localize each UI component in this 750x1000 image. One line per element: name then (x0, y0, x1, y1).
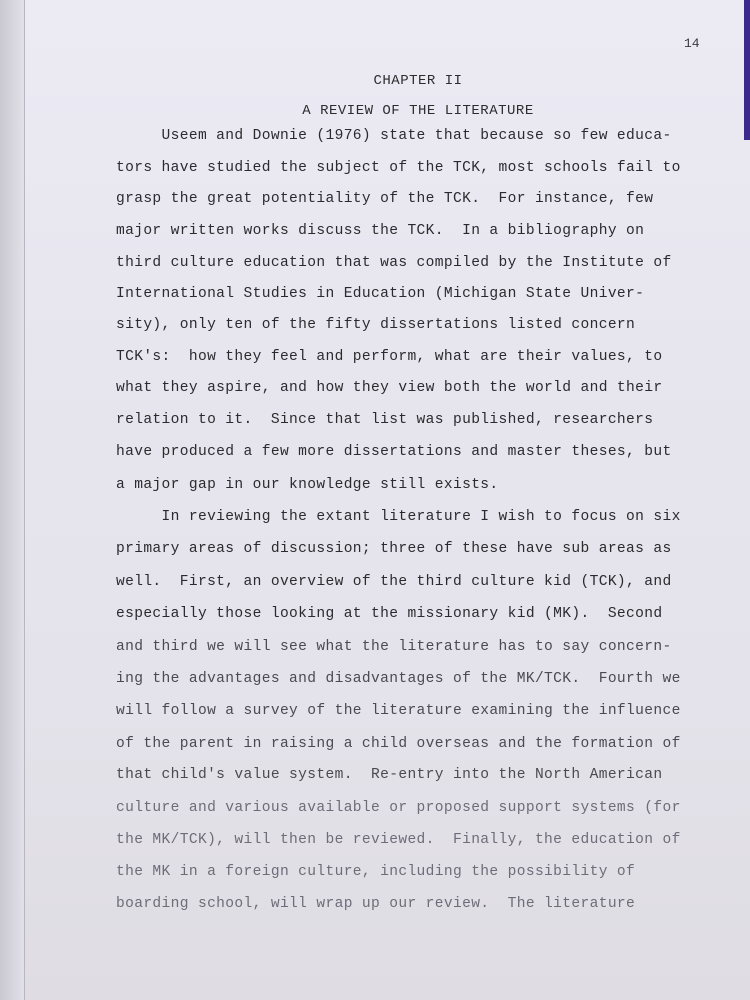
body-line: International Studies in Education (Michigan State Univer- (116, 286, 645, 302)
body-line: well. First, an overview of the third culture kid (TCK), and (116, 574, 672, 590)
body-line: tors have studied the subject of the TCK, most schools fail to (116, 160, 681, 176)
body-line: a major gap in our knowledge still exists. (116, 477, 499, 493)
body-line: culture and various available or proposed support systems (for (116, 800, 681, 816)
body-line: relation to it. Since that list was published, researchers (116, 412, 654, 428)
chapter-heading: CHAPTER II (373, 73, 463, 89)
body-line: that child's value system. Re-entry into the North American (116, 767, 663, 783)
body-line: In reviewing the extant literature I wish to focus on six (116, 509, 681, 525)
page-number: 14 (684, 36, 700, 51)
body-line: the MK in a foreign culture, including the possibility of (116, 864, 636, 880)
section-heading: A REVIEW OF THE LITERATURE (302, 103, 534, 119)
book-spine-shadow (0, 0, 25, 1000)
body-line: ing the advantages and disadvantages of the MK/TCK. Fourth we (116, 671, 681, 687)
body-line: Useem and Downie (1976) state that because so few educa- (116, 128, 672, 144)
body-line: TCK's: how they feel and perform, what are their values, to (116, 349, 663, 365)
body-line: especially those looking at the missionary kid (MK). Second (116, 606, 663, 622)
body-line: third culture education that was compiled by the Institute of (116, 255, 672, 271)
body-line: and third we will see what the literature has to say concern- (116, 639, 672, 655)
body-line: have produced a few more dissertations and master theses, but (116, 444, 672, 460)
body-line: the MK/TCK), will then be reviewed. Finally, the education of (116, 832, 681, 848)
body-line: will follow a survey of the literature examining the influence (116, 703, 681, 719)
body-line: grasp the great potentiality of the TCK. For instance, few (116, 191, 654, 207)
body-line: what they aspire, and how they view both the world and their (116, 380, 663, 396)
body-line: major written works discuss the TCK. In a bibliography on (116, 223, 645, 239)
body-line: of the parent in raising a child overseas and the formation of (116, 736, 681, 752)
body-line: primary areas of discussion; three of these have sub areas as (116, 541, 672, 557)
purple-page-edge (744, 0, 750, 140)
body-line: sity), only ten of the fifty dissertations listed concern (116, 317, 636, 333)
body-line: boarding school, will wrap up our review. The literature (116, 896, 636, 912)
